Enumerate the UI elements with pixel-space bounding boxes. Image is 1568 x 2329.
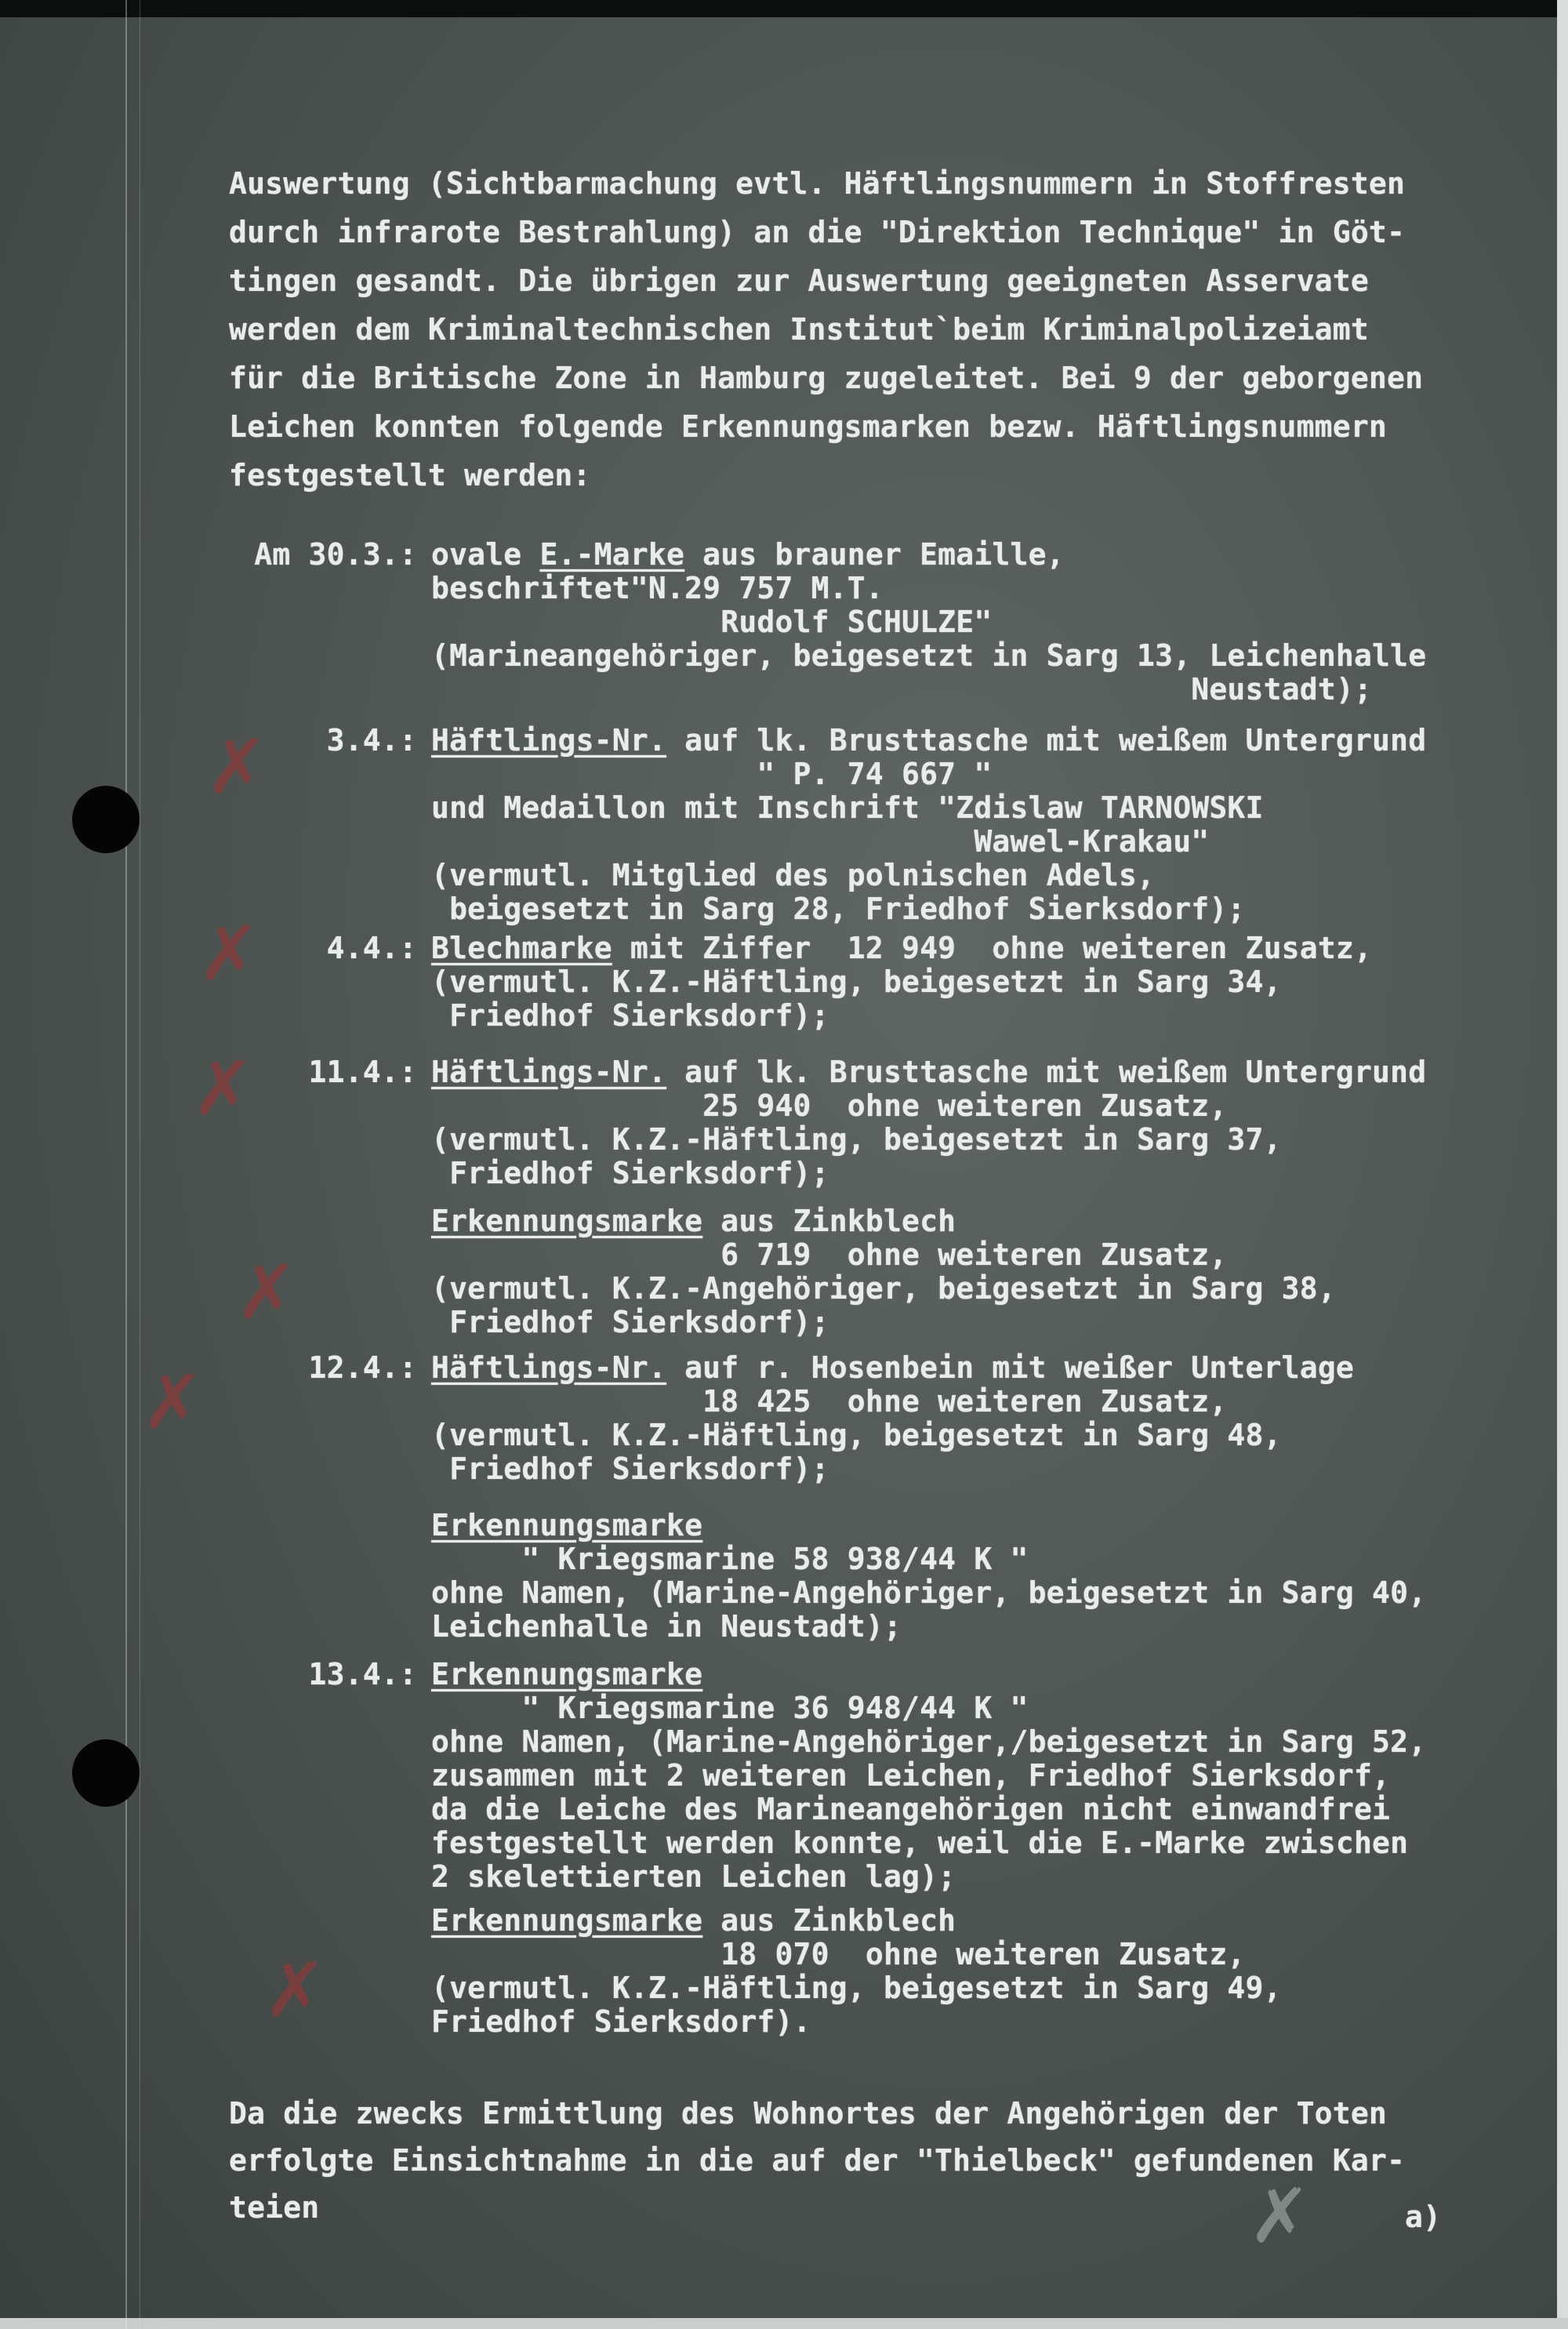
entry-heading <box>431 1510 702 1540</box>
entry-line: beschriftet"N.29 757 M.T. <box>431 571 884 605</box>
entry-heading <box>431 933 1372 963</box>
entry-heading-suffix: auf r. Hosenbein mit weißer Unterlage <box>666 1350 1354 1385</box>
closing-line: teien <box>229 2190 320 2225</box>
entry-line: (vermutl. Mitglied des polnischen Adels, <box>431 858 1156 892</box>
entry-line: Friedhof Sierksdorf). <box>431 2004 811 2039</box>
entry-heading-keyword: E.-Marke <box>539 537 685 572</box>
entry-heading-keyword: Erkennungsmarke <box>431 1903 703 1938</box>
entry-line: ohne Namen, (Marine-Angehöriger,/beigesetzt in Sarg 52, <box>431 1724 1427 1759</box>
handwritten-x-mark: ✗ <box>191 1045 255 1132</box>
entry-line: (vermutl. K.Z.-Häftling, beigesetzt in Sarg 49, <box>431 1971 1282 2005</box>
handwritten-x-mark: ✗ <box>141 1358 205 1446</box>
entry-line: ohne Namen, (Marine-Angehöriger, beigesetzt in Sarg 40, <box>431 1575 1427 1610</box>
entry-date: 3.4.: <box>326 723 417 758</box>
entry-line: 6 719 ohne weiteren Zusatz, <box>431 1237 1228 1272</box>
entry-heading <box>431 1350 1354 1385</box>
intro-line: Leichen konnten folgende Erkennungsmarken bezw. Häftlingsnummern <box>229 409 1387 444</box>
entry-line: Friedhof Sierksdorf); <box>431 1156 829 1190</box>
entry-heading-prefix: ovale <box>431 537 540 572</box>
entry-heading-keyword: Blechmarke <box>431 931 612 965</box>
entry-line: 18 425 ohne weiteren Zusatz, <box>431 1384 1228 1419</box>
handwritten-x-mark: ✗ <box>198 910 261 997</box>
intro-line: Auswertung (Sichtbarmachung evtl. Häftlingsnummern in Stoffresten <box>229 166 1406 201</box>
entry-heading-suffix: mit Ziffer 12 949 ohne weiteren Zusatz, <box>612 931 1373 965</box>
entry-heading-suffix: aus brauner Emaille, <box>684 537 1065 572</box>
entry-line: 2 skelettierten Leichen lag); <box>431 1859 956 1894</box>
entry-line: festgestellt werden konnte, weil die E.-Marke zwischen <box>431 1826 1409 1860</box>
entry-heading-suffix: aus Zinkblech <box>702 1903 956 1938</box>
closing-line: Da die zwecks Ermittlung des Wohnortes der Angehörigen der Toten <box>229 2096 1387 2131</box>
entry-heading <box>431 1903 956 1938</box>
entry-line: da die Leiche des Marineangehörigen nicht einwandfrei <box>431 1792 1391 1826</box>
entry-line: Friedhof Sierksdorf); <box>431 1452 829 1486</box>
entry-line: Wawel-Krakau" <box>431 824 1210 859</box>
film-scratch <box>125 0 127 2329</box>
scan-edge-bottom <box>0 2318 1568 2329</box>
entry-date: 12.4.: <box>308 1350 417 1385</box>
handwritten-x-mark: ✗ <box>1248 2172 1312 2260</box>
entry-line: zusammen mit 2 weiteren Leichen, Friedhof Sierksdorf, <box>431 1758 1391 1793</box>
entry-heading <box>431 1659 702 1689</box>
entry-line: 25 940 ohne weiteren Zusatz, <box>431 1088 1228 1123</box>
entry-date: 4.4.: <box>326 931 417 965</box>
entry-line: (vermutl. K.Z.-Angehöriger, beigesetzt in Sarg 38, <box>431 1271 1336 1306</box>
entry-line: (vermutl. K.Z.-Häftling, beigesetzt in Sarg 48, <box>431 1418 1282 1452</box>
entry-date: Am 30.3.: <box>254 537 417 572</box>
entry-heading-suffix: aus Zinkblech <box>702 1204 956 1238</box>
entry-line: (vermutl. K.Z.-Häftling, beigesetzt in Sarg 34, <box>431 965 1282 999</box>
scan-edge-top <box>0 0 1568 17</box>
entry-line: Neustadt); <box>431 672 1373 707</box>
closing-line: erfolgte Einsichtnahme in die auf der "Thielbeck" gefundenen Kar- <box>229 2143 1406 2178</box>
entry-line: " Kriegsmarine 58 938/44 K " <box>431 1542 1029 1576</box>
scan-edge-right <box>1557 0 1568 2329</box>
entry-date: 13.4.: <box>308 1657 417 1691</box>
entry-heading-suffix: auf lk. Brusttasche mit weißem Untergrund <box>666 1055 1427 1089</box>
entry-heading-keyword: Erkennungsmarke <box>431 1657 703 1691</box>
intro-line: werden dem Kriminaltechnischen Institut`beim Kriminalpolizeiamt <box>229 312 1369 347</box>
entry-heading <box>431 1057 1426 1087</box>
entry-heading-keyword: Häftlings-Nr. <box>431 1350 667 1385</box>
entry-heading-keyword: Erkennungsmarke <box>431 1508 703 1542</box>
entry-line: Friedhof Sierksdorf); <box>431 1305 829 1339</box>
footer-continuation-mark: a) <box>1405 2200 1442 2234</box>
entry-line: Leichenhalle in Neustadt); <box>431 1609 902 1644</box>
entry-line: (Marineangehöriger, beigesetzt in Sarg 13, Leichenhalle <box>431 638 1427 673</box>
intro-line: festgestellt werden: <box>229 458 591 492</box>
entry-date: 11.4.: <box>308 1055 417 1089</box>
entry-heading-keyword: Erkennungsmarke <box>431 1204 703 1238</box>
intro-line: für die Britische Zone in Hamburg zugeleitet. Bei 9 der geborgenen <box>229 361 1424 395</box>
entry-line: 18 070 ohne weiteren Zusatz, <box>431 1937 1246 1971</box>
entry-line: " Kriegsmarine 36 948/44 K " <box>431 1691 1029 1725</box>
entry-heading <box>431 1206 956 1236</box>
entry-line: Rudolf SCHULZE" <box>431 605 993 639</box>
entry-line: und Medaillon mit Inschrift "Zdislaw TARNOWSKI <box>431 790 1264 825</box>
intro-line: durch infrarote Bestrahlung) an die "Direktion Technique" in Göt- <box>229 215 1406 249</box>
entry-heading-keyword: Häftlings-Nr. <box>431 723 667 758</box>
entry-heading <box>431 537 1065 572</box>
entry-line: beigesetzt in Sarg 28, Friedhof Sierksdorf); <box>431 892 1246 926</box>
punch-hole-upper <box>72 786 140 853</box>
entry-line: (vermutl. K.Z.-Häftling, beigesetzt in Sarg 37, <box>431 1122 1282 1157</box>
entry-heading-suffix: auf lk. Brusttasche mit weißem Untergrund <box>666 723 1427 758</box>
punch-hole-lower <box>72 1739 140 1807</box>
entry-line: " P. 74 667 " <box>431 757 993 791</box>
entry-line: Friedhof Sierksdorf); <box>431 998 829 1033</box>
handwritten-x-mark: ✗ <box>205 723 269 811</box>
entry-heading <box>431 723 1427 758</box>
handwritten-x-mark: ✗ <box>235 1248 299 1336</box>
intro-line: tingen gesandt. Die übrigen zur Auswertung geeigneten Asservate <box>229 263 1369 298</box>
entry-heading-keyword: Häftlings-Nr. <box>431 1055 667 1089</box>
handwritten-x-mark: ✗ <box>263 1946 327 2034</box>
